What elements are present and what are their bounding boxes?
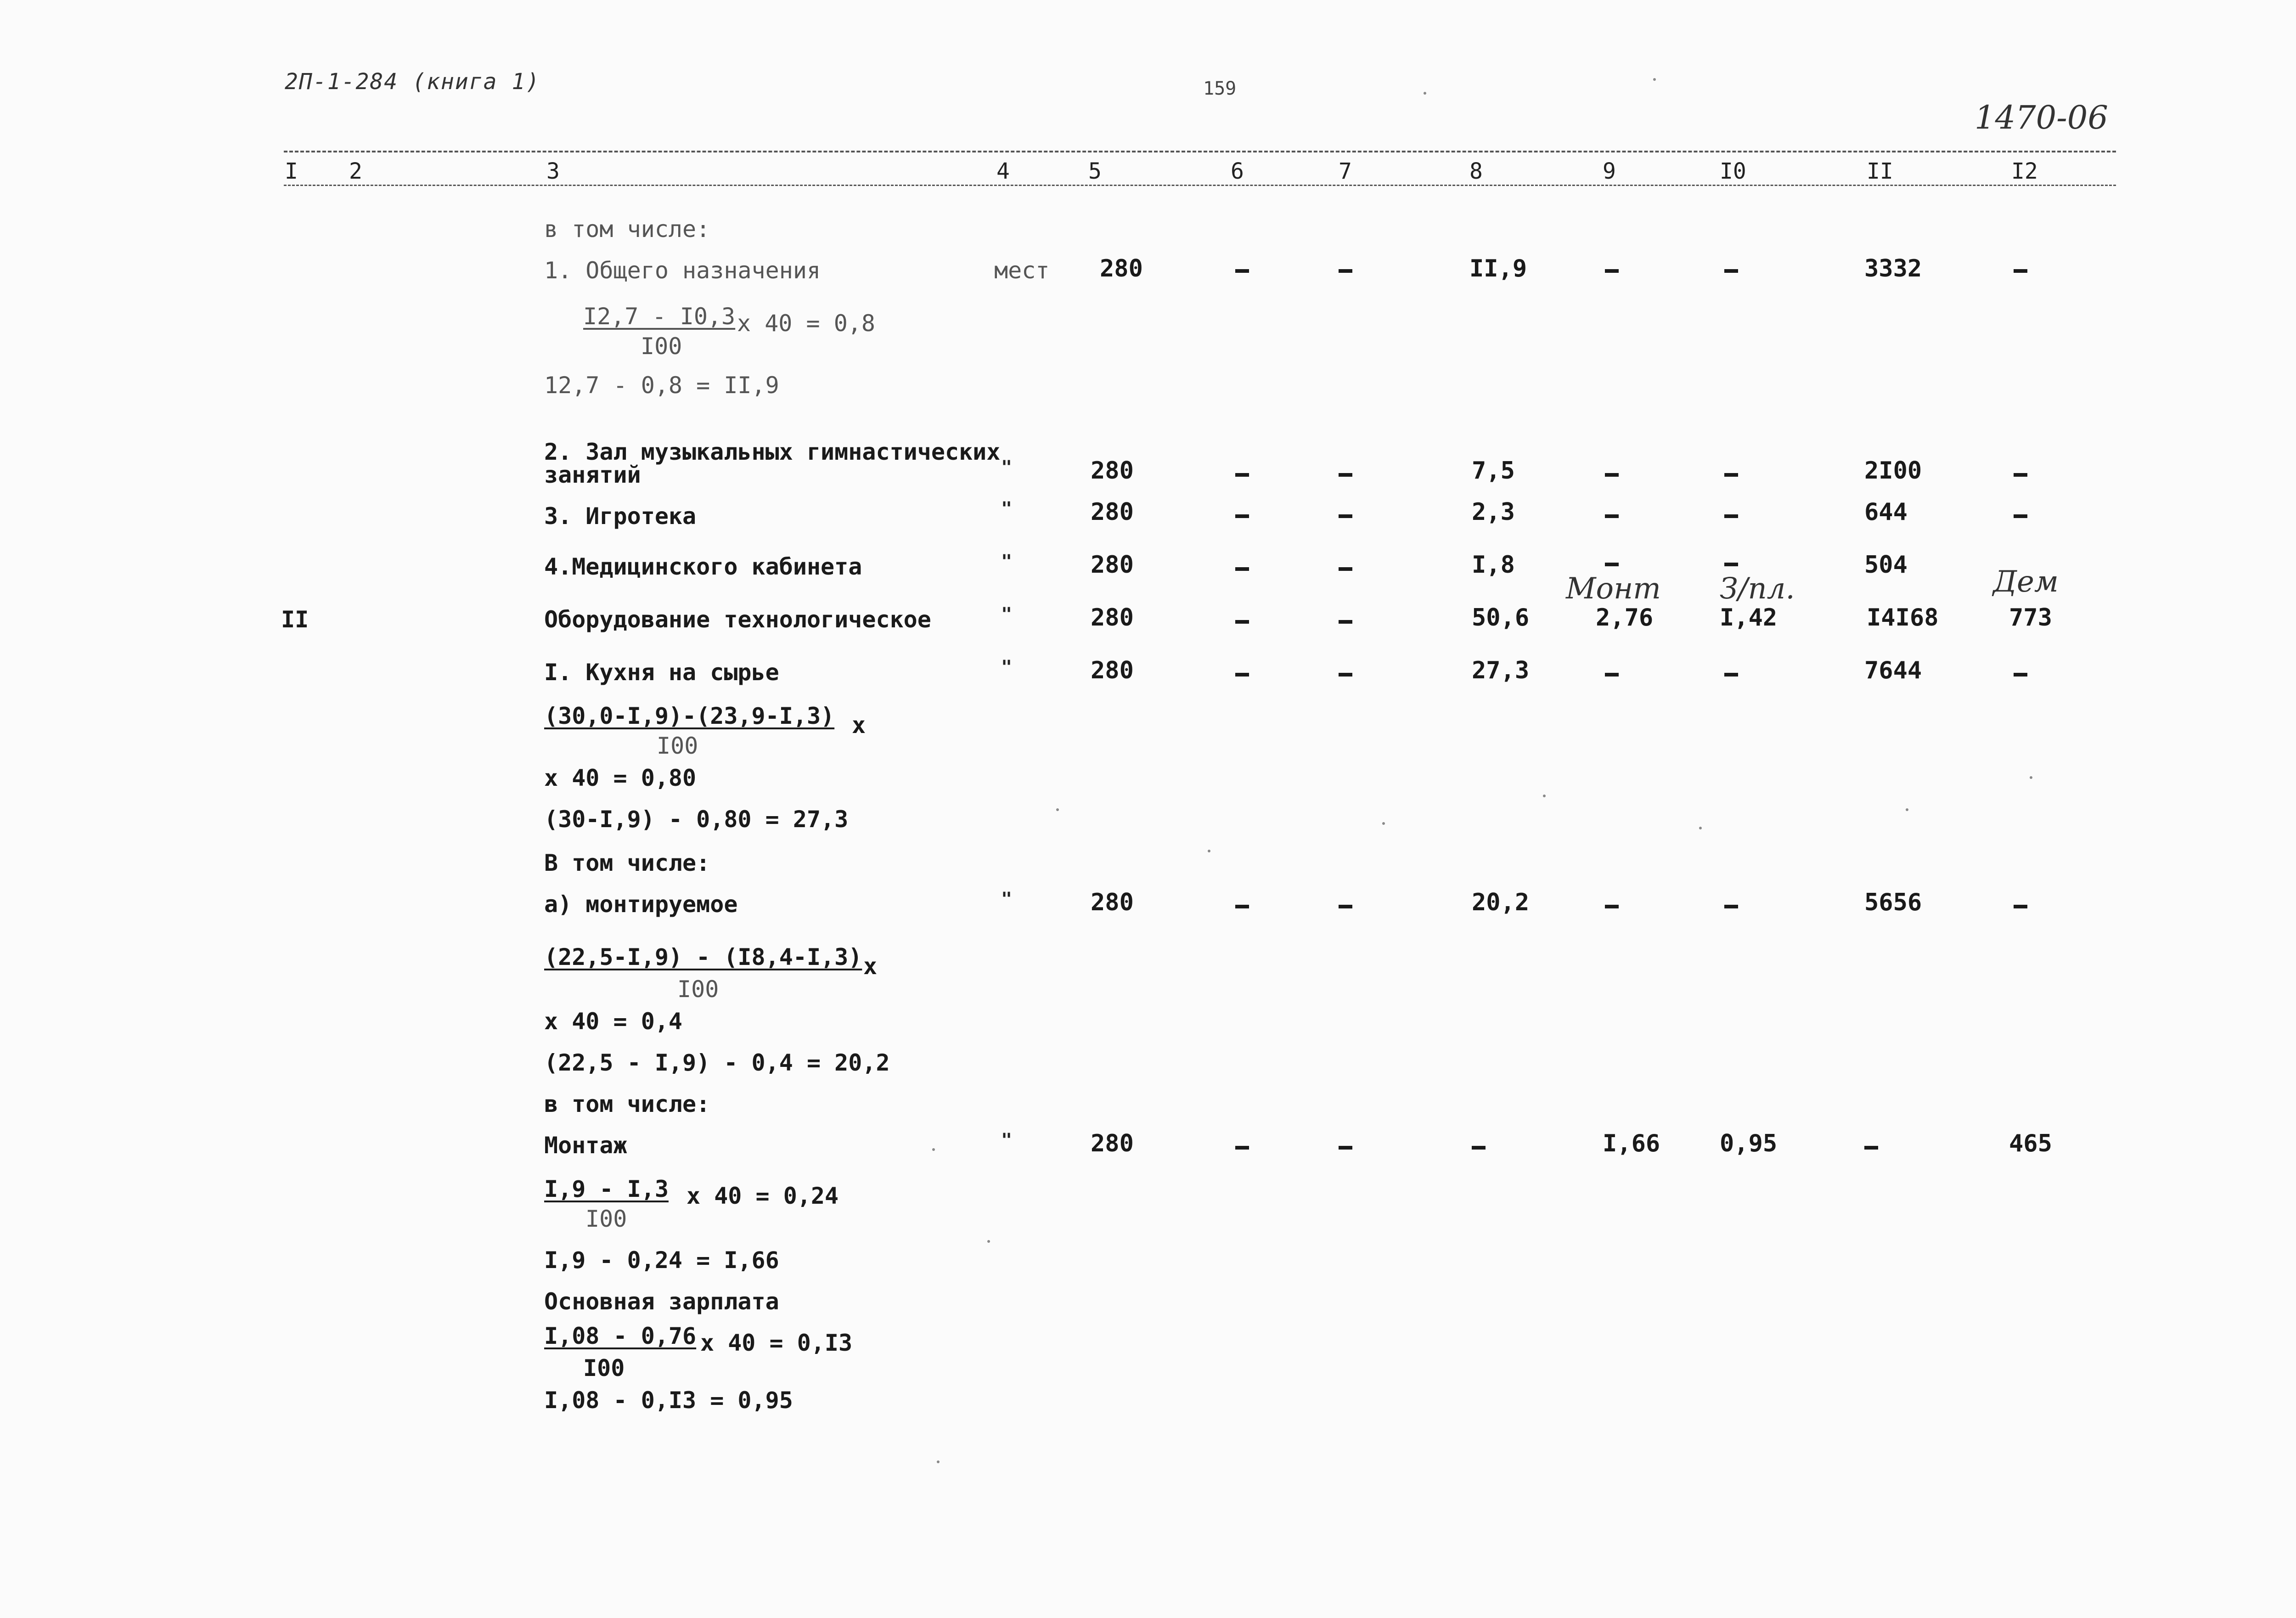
row-equipment-unit: " <box>1001 604 1013 625</box>
row-general-col12-dash <box>2014 269 2027 273</box>
row-games-col6-dash <box>1235 514 1249 518</box>
calc-mounted-numerator: (22,5-I,9) - (I8,4-I,3) <box>544 944 862 970</box>
row-music-hall-col10-dash <box>1724 473 1738 477</box>
calc-general-denominator: I00 <box>641 333 682 360</box>
row-kitchen-col7-dash <box>1339 673 1352 677</box>
row-music-hall-col7-dash <box>1339 473 1352 477</box>
row-music-hall-col12-dash <box>2014 473 2027 477</box>
scan-speck <box>937 1460 940 1463</box>
row-general-unit: мест <box>994 257 1050 284</box>
row-medical-col9-dash <box>1605 563 1619 566</box>
header-top-rule <box>284 151 2116 152</box>
row-kitchen-label: I. Кухня на сырье <box>544 659 779 686</box>
row-mounted-col11: 5656 <box>1864 889 1922 916</box>
row-mounted-col9-dash <box>1605 905 1619 908</box>
row-install-col10: 0,95 <box>1720 1130 1778 1157</box>
row-music-hall-col6-dash <box>1235 473 1249 477</box>
column-number-7: 7 <box>1339 158 1352 184</box>
header-bottom-rule <box>284 185 2116 186</box>
calc-salary-result: I,08 - 0,I3 = 0,95 <box>544 1387 793 1414</box>
row-general-col9-dash <box>1605 269 1619 273</box>
row-games-label: 3. Игротека <box>544 503 697 530</box>
row-kitchen-col11: 7644 <box>1864 657 1922 684</box>
row-general-col8: II,9 <box>1469 255 1527 282</box>
row-mounted-col10-dash <box>1724 905 1738 908</box>
subheading-in-that-number-2: В том числе: <box>544 850 710 876</box>
handwritten-note-mont: Монт <box>1566 572 1661 606</box>
scan-speck <box>932 1148 935 1151</box>
calc-mounted-denominator: I00 <box>677 976 719 1003</box>
row-equipment-col7-dash <box>1339 620 1352 624</box>
scan-speck <box>1653 78 1656 81</box>
calc-mounted-line3: (22,5 - I,9) - 0,4 = 20,2 <box>544 1049 890 1076</box>
column-number-1: I <box>285 158 298 184</box>
row-general-col11: 3332 <box>1864 255 1922 282</box>
handwritten-note-zpl: З/пл. <box>1720 572 1795 606</box>
row-install-col5: 280 <box>1091 1130 1134 1157</box>
calc-kitchen-multiply: x <box>852 712 866 739</box>
row-kitchen-col6-dash <box>1235 673 1249 677</box>
calc-kitchen-numerator: (30,0-I,9)-(23,9-I,3) <box>544 703 835 729</box>
row-kitchen-unit: " <box>1001 657 1013 678</box>
row-medical-col11: 504 <box>1864 551 1908 579</box>
column-number-8: 8 <box>1469 158 1483 184</box>
row-install-col9: I,66 <box>1603 1130 1660 1157</box>
calc-salary-denominator: I00 <box>583 1355 625 1381</box>
row-music-hall-col8: 7,5 <box>1472 457 1515 485</box>
row-games-col9-dash <box>1605 514 1619 518</box>
row-games-col12-dash <box>2014 514 2027 518</box>
row-kitchen-col9-dash <box>1605 673 1619 677</box>
row-install-col11-dash <box>1864 1146 1878 1150</box>
row-music-hall-label-line2: занятий <box>544 462 641 488</box>
column-number-4: 4 <box>996 158 1010 184</box>
row-install-col7-dash <box>1339 1146 1352 1150</box>
calc-mounted-multiply: x <box>863 953 878 980</box>
column-number-5: 5 <box>1088 158 1102 184</box>
calc-kitchen-line2: x 40 = 0,80 <box>544 765 697 791</box>
column-number-3: 3 <box>546 158 560 184</box>
row-music-hall-label-line1: 2. Зал музыкальных гимнастических <box>544 439 1001 465</box>
scan-speck <box>987 1240 990 1243</box>
row-games-unit: " <box>1001 498 1013 519</box>
row-general-col7-dash <box>1339 269 1352 273</box>
row-games-col11: 644 <box>1864 498 1908 526</box>
scan-speck <box>2030 776 2032 779</box>
calc-mounted-line2: x 40 = 0,4 <box>544 1008 683 1035</box>
calc-install-result: I,9 - 0,24 = I,66 <box>544 1247 779 1274</box>
row-install-unit: " <box>1001 1130 1013 1151</box>
column-number-2: 2 <box>349 158 362 184</box>
row-music-hall-col5: 280 <box>1091 457 1134 485</box>
calc-general-tail: x 40 = 0,8 <box>737 310 876 337</box>
scan-speck <box>1208 850 1210 852</box>
row-mounted-label: а) монтируемое <box>544 891 738 918</box>
row-install-label: Монтаж <box>544 1132 627 1159</box>
subheading-in-that-number: в том числе: <box>544 216 710 242</box>
row-games-col5: 280 <box>1091 498 1134 526</box>
row-medical-col10-dash <box>1724 563 1738 566</box>
row-kitchen-col8: 27,3 <box>1472 657 1530 684</box>
row-install-col8-dash <box>1472 1146 1486 1150</box>
row-equipment-col9: 2,76 <box>1596 604 1654 631</box>
row-install-col6-dash <box>1235 1146 1249 1150</box>
row-music-hall-unit: " <box>1001 457 1013 478</box>
row-games-col10-dash <box>1724 514 1738 518</box>
section-mark: II <box>281 606 309 633</box>
calc-kitchen-denominator: I00 <box>657 733 698 759</box>
row-mounted-col6-dash <box>1235 905 1249 908</box>
row-music-hall-col11: 2I00 <box>1864 457 1922 485</box>
row-equipment-col8: 50,6 <box>1472 604 1530 631</box>
row-mounted-col12-dash <box>2014 905 2027 908</box>
salary-label: Основная зарплата <box>544 1288 779 1315</box>
row-install-col12: 465 <box>2009 1130 2052 1157</box>
row-medical-col6-dash <box>1235 567 1249 571</box>
scan-speck <box>1699 827 1702 829</box>
calc-install-numerator: I,9 - I,3 <box>544 1176 669 1202</box>
calc-kitchen-line3: (30-I,9) - 0,80 = 27,3 <box>544 806 849 833</box>
document-reference: 2П-1-284 (книга 1) <box>285 69 540 95</box>
row-general-label: 1. Общего назначения <box>544 257 821 284</box>
column-number-12: I2 <box>2011 158 2038 184</box>
calc-salary-tail: x 40 = 0,I3 <box>700 1330 853 1356</box>
row-medical-label: 4.Медицинского кабинета <box>544 553 862 580</box>
row-mounted-col8: 20,2 <box>1472 889 1530 916</box>
scan-speck <box>1424 92 1426 95</box>
subheading-in-that-number-3: в том числе: <box>544 1091 710 1117</box>
row-mounted-col5: 280 <box>1091 889 1134 916</box>
row-medical-col8: I,8 <box>1472 551 1515 579</box>
row-kitchen-col5: 280 <box>1091 657 1134 684</box>
row-games-col7-dash <box>1339 514 1352 518</box>
calc-salary-numerator: I,08 - 0,76 <box>544 1323 697 1349</box>
row-equipment-col6-dash <box>1235 620 1249 624</box>
column-number-11: II <box>1867 158 1893 184</box>
row-medical-col7-dash <box>1339 567 1352 571</box>
row-medical-unit: " <box>1001 551 1013 572</box>
row-equipment-col5: 280 <box>1091 604 1134 631</box>
scan-speck <box>1543 795 1546 797</box>
row-mounted-col7-dash <box>1339 905 1352 908</box>
row-music-hall-col9-dash <box>1605 473 1619 477</box>
row-kitchen-col10-dash <box>1724 673 1738 677</box>
row-equipment-col11: I4I68 <box>1867 604 1939 631</box>
row-general-col6-dash <box>1235 269 1249 273</box>
calc-general-numerator: I2,7 - I0,3 <box>583 303 736 330</box>
column-number-6: 6 <box>1231 158 1244 184</box>
scan-speck <box>1382 822 1385 825</box>
page-number: 159 <box>1203 78 1237 99</box>
row-equipment-label: Оборудование технологическое <box>544 606 931 633</box>
row-mounted-unit: " <box>1001 889 1013 910</box>
row-games-col8: 2,3 <box>1472 498 1515 526</box>
calc-install-denominator: I00 <box>585 1206 627 1232</box>
row-medical-col5: 280 <box>1091 551 1134 579</box>
row-general-col10-dash <box>1724 269 1738 273</box>
column-number-9: 9 <box>1603 158 1616 184</box>
row-equipment-col12: 773 <box>2009 604 2052 631</box>
row-equipment-col10: I,42 <box>1720 604 1778 631</box>
scan-speck <box>1056 808 1059 811</box>
column-number-10: I0 <box>1720 158 1746 184</box>
calc-general-result: 12,7 - 0,8 = II,9 <box>544 372 779 399</box>
handwritten-stamp-number: 1470-06 <box>1975 99 2108 136</box>
scan-speck <box>1906 808 1908 811</box>
row-general-col5: 280 <box>1100 255 1143 282</box>
handwritten-note-dem: Дем <box>1993 565 2059 599</box>
row-kitchen-col12-dash <box>2014 673 2027 677</box>
calc-install-tail: x 40 = 0,24 <box>687 1183 839 1209</box>
